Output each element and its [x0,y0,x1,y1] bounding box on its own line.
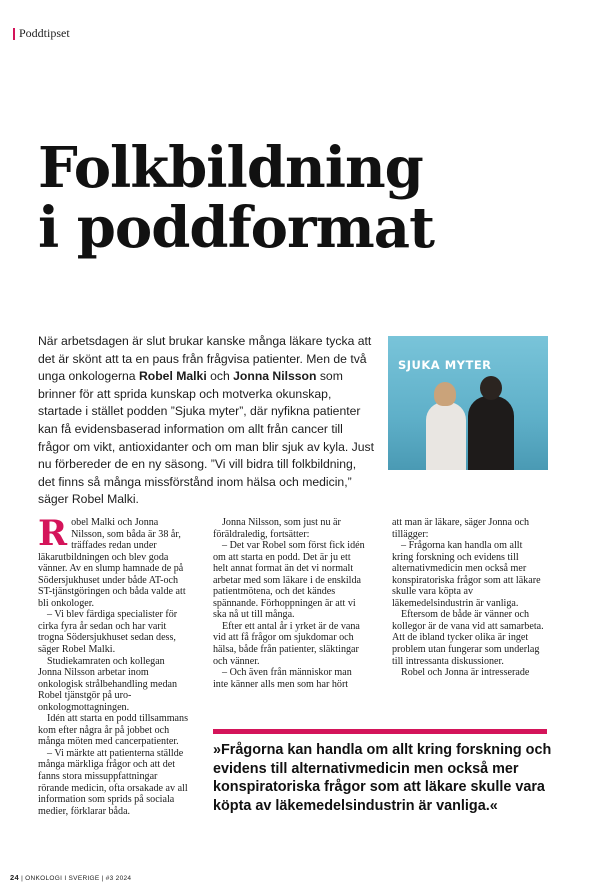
col1-paragraph-1 [38,513,190,609]
col1-paragraph-3: Studiekamraten och kollegan Jonna Nilsson arbetar inom onkologisk strålbehandling medan Robel tjänstgör på uro-onkologmottagningen. [38,655,178,713]
pullquote-accent-rule [213,729,547,734]
person-man-figure [468,396,514,470]
lead-text-2: som brinner för att sprida kunskap och motverka okunskap, startade i stället podden ”Sjuka myter”, där nyfikna patienter kan få evidensbaserad information om allt från cancer till frågor om vikt, antioxidanter och om man blir sjuk av kyla. Just nu förbereder de en ny säsong. ”Vi vill bidra till folkbildning, det finns så många missförstånd inom hälsa och medicin,” säger Robel Malki. [38,369,374,507]
col3-paragraph-2: – Frågorna kan handla om allt kring forskning och evidens till alternativmedicin men också mer konspiratoriska frågor som att läkare skulle vara köpta av läkemedelsindustrin är vanliga. [392,540,541,609]
lead-text-1: När arbetsdagen är slut brukar kanske många läkare tycka att det är skönt att ta en paus från frågvisa patienter. Men de två unga onkologerna [38,334,372,384]
headline [38,135,558,261]
magazine-issue: | ONKOLOGI I SVERIGE | #3 2024 [21,875,132,882]
col2-paragraph-3: Efter ett antal år i yrket är de vana vid att få frågor om sjukdomar och hälsa, både från patienter, släktingar och vänner. [213,620,360,667]
col2-paragraph-1: Jonna Nilsson, som just nu är föräldraledig, fortsätter: [213,517,341,540]
pullquote: »Frågorna kan handla om allt kring forskning och evidens till alternativmedicin men också mer konspiratoriska frågor som att läkare skulle vara köpta av läkemedelsindustrin är vanliga.« [213,742,552,815]
body-column-3 [392,517,545,679]
col2-paragraph-2: – Det var Robel som först fick idén om att starta en podd. Det är ju ett helt annat format än det vi normalt arbetar med som läkare i de enskilda patientmötena, och det kändes spännande. Förhoppningen är att vi ska nå ut till många. [213,540,365,621]
col1-paragraph-2: – Vi blev färdiga specialister för cirka fyra år sedan och har varit trogna Södersjukhuset sedan dess, säger Robel Malki. [38,609,178,656]
person-woman-hair [434,382,456,406]
lead-paragraph [38,333,376,509]
page-number: 24 [10,873,19,882]
col2-paragraph-4: – Och även från människor man inte känner alls men som har hört [213,667,352,690]
section-accent-bar [13,28,15,40]
drop-cap: R [38,513,68,554]
photo-title: SJUKA MYTER [398,358,492,372]
podcast-photo [388,336,548,470]
section-label: Poddtipset [19,26,70,40]
lead-and: och [206,369,234,384]
person-man-head [480,376,502,400]
person-woman-figure [426,402,466,470]
page-footer [10,873,131,882]
col3-paragraph-1: att man är läkare, säger Jonna och tillägger: [392,517,530,540]
body-column-1 [38,513,190,817]
headline-line-1: Folkbildning [38,135,423,201]
col3-paragraph-3: Eftersom de både är vänner och kollegor är de vana vid att samarbeta. Att de ibland tycker olika är inget problem utan fungerar som underlag till intressanta diskussioner. [392,609,544,667]
col1-paragraph-5: – Vi märkte att patienterna ställde många märkliga frågor och att det fanns stora missuppfattningar rörande medicin, ofta orsakade av all information som sprids på sociala medier, förklarar båda. [38,747,188,817]
lead-name-robel: Robel Malki [138,369,207,384]
col3-paragraph-4: Robel och Jonna är intresserade [401,667,530,679]
section-tag [13,26,70,41]
headline-line-2: i poddformat [38,195,434,261]
col1-p1-text: obel Malki och Jonna Nilsson, som båda är 38 år, träffades redan under läkarutbildningen och blev goda vänner. Av en slump hamnade de på Södersjukhuset under både AT-och ST-tjänstgöringen och båda valde att bli onkologer. [38,517,186,609]
body-column-2 [213,517,366,690]
lead-name-jonna: Jonna Nilsson [233,369,317,384]
col1-paragraph-4: Idén att starta en podd tillsammans kom efter några år på jobbet och många möten med cancerpatienter. [38,713,188,748]
